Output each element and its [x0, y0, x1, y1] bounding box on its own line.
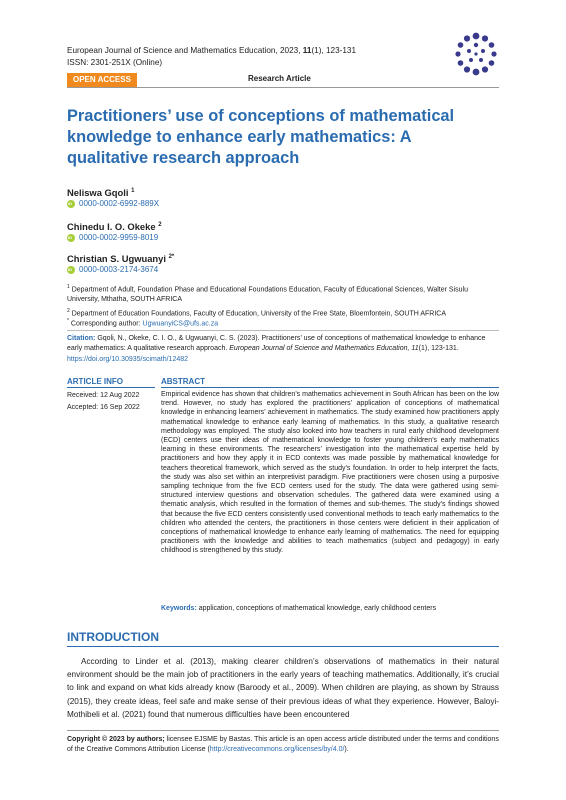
- orcid-icon: [67, 200, 75, 208]
- author-name: Christian S. Ugwuanyi $^{2*}$: [67, 253, 175, 265]
- orcid-id[interactable]: 0000-0002-9959-8019: [79, 233, 159, 242]
- issn: ISSN: 2301-251X (Online): [67, 58, 163, 67]
- affiliation-2: $^2$ Department of Education Foundations, Faculty of Education, University of the Free State, Bloemfontein, SOUTH AFRICA: [67, 308, 447, 318]
- open-access-badge: OPEN ACCESS: [67, 73, 137, 87]
- corresponding-email-link[interactable]: UgwuanyiCS@ufs.ac.za: [142, 320, 219, 328]
- introduction-divider: [67, 646, 499, 647]
- article-title: Practitioners’ use of conceptions of mathematical knowledge to enhance early mathematics: A qualitative research approach: [67, 107, 455, 167]
- article-type-label: Research Article: [248, 74, 311, 83]
- author-name: Chinedu I. O. Okeke $^2$: [67, 221, 162, 233]
- abstract-text: Empirical evidence has shown that children’s mathematics achievement in South African has been on the low trend. However, no study has explored the practitioners’ application of conceptions of mathematical knowledge in enhancing learners’ achievement in mathematics. The study examined how practitioners apply mathematical knowledge to enhance early learning of mathematics. In this study, a qualitative research methodology was employed. The study also looked into how teachers in rural early childhood development (ECD) centers use their ideas of mathematical knowledge to foster young children’s early mathematics learning in these environments. The researchers’ investigation into the mathematical expertise held by practitioners and how they apply it in ECD contexts was made possible by mathematical knowledge for teachers theoretical framework, which served as the study’s foundation. In order to help interpret the facts, the study was also set within an interpretivist paradigm. Five practitioners were chosen using a purposive sampling technique from the five ECD centers used for the study. The data were gathered using semi-structured interview questions and observation schedules. The gathered data were examined using a thematic analysis, which resulted in the formation of themes and sub-themes. The study’s findings showed that because the five ECD centers consistently used conventional methods to teach early mathematics to the children who attended the centers, the practitioners in those centers were deficient in their application of conceptions of mathematical knowledge to enhance early learning of mathematics. The need for equipping practitioners with the knowledge and abilities to teach mathematics (subject and pedagogy) in early childhood is strengthened by this study.: [161, 391, 500, 555]
- affiliation-1: $^1$ Department of Adult, Foundation Phase and Educational Foundations Education, Faculty of Educational Sciences, Walter Sisulu University, Mthatha, SOUTH AFRICA: [67, 284, 468, 304]
- journal-logo-icon: [452, 30, 500, 78]
- accepted-date: Accepted: 16 Sep 2022: [67, 404, 140, 411]
- abstract-heading: ABSTRACT: [161, 377, 205, 386]
- introduction-paragraph: According to Linder et al. (2013), making clearer children’s observations of mathematics in their natural environment should be the main job of practitioners in the early years of teaching mathematics. Additionally, it’s crucial to link and expand on what kids already know (Baroody et al., 2009). When children are playing, as shown by Strauss (2015), they create ideas, feel safe and make sense of their previous ideas of what they experience. However, Baloyi-Mothibeli et al. (2021) found that numerous difficulties have been encountered: [67, 657, 499, 719]
- article-info-heading: ARTICLE INFO: [67, 377, 123, 386]
- footer-divider: [67, 730, 499, 731]
- article-dates: [67, 390, 140, 414]
- author-name: Neliswa Gqoli $^1$: [67, 187, 135, 199]
- journal-issue-pages: (1), 123-131: [311, 46, 357, 55]
- citation-block: Citation: Gqoli, N., Okeke, C. I. O., & Ugwuanyi, C. S. (2023). Practitioners’ use of conceptions of mathematical knowledge to enhance early mathematics: A qualitative research approach. European Journal of Science and Mathematics Education, 11(1), 123-131. https://doi.org/10.30935/scimath/12482: [67, 335, 486, 363]
- section-heading-introduction: INTRODUCTION: [67, 630, 159, 644]
- received-date: Received: 12 Aug 2022: [67, 392, 140, 399]
- journal-line: [67, 45, 356, 57]
- keywords-label: Keywords:: [161, 605, 197, 612]
- corresponding-author: * Corresponding author: UgwuanyiCS@ufs.ac.za: [67, 318, 219, 328]
- citation-label: Citation:: [67, 335, 96, 342]
- article-info-divider: [67, 387, 155, 388]
- orcid-id[interactable]: 0000-0003-2174-3674: [79, 265, 159, 274]
- copyright-notice: Copyright © 2023 by authors; licensee EJSME by Bastas. This article is an open access article distributed under the terms and conditions of the Creative Commons Attribution License (http://creativecommons.org/licenses/by/4.0/).: [67, 736, 499, 753]
- doi-link[interactable]: https://doi.org/10.30935/scimath/12482: [67, 355, 189, 363]
- orcid-icon: [67, 234, 75, 242]
- journal-name: European Journal of Science and Mathematics Education, 2023,: [67, 46, 303, 55]
- orcid-link[interactable]: [67, 232, 158, 243]
- header-divider: [67, 87, 499, 88]
- orcid-icon: [67, 266, 75, 274]
- orcid-id[interactable]: 0000-0002-6992-889X: [79, 199, 160, 208]
- license-link[interactable]: http://creativecommons.org/licenses/by/4.0/: [209, 746, 345, 753]
- keywords: [161, 604, 499, 614]
- citation-divider: [67, 330, 499, 331]
- keywords-list: application, conceptions of mathematical knowledge, early childhood centers: [196, 605, 437, 612]
- abstract-divider: [161, 387, 499, 388]
- orcid-link[interactable]: [67, 198, 159, 209]
- orcid-link[interactable]: [67, 264, 158, 275]
- journal-volume: 11: [302, 46, 312, 55]
